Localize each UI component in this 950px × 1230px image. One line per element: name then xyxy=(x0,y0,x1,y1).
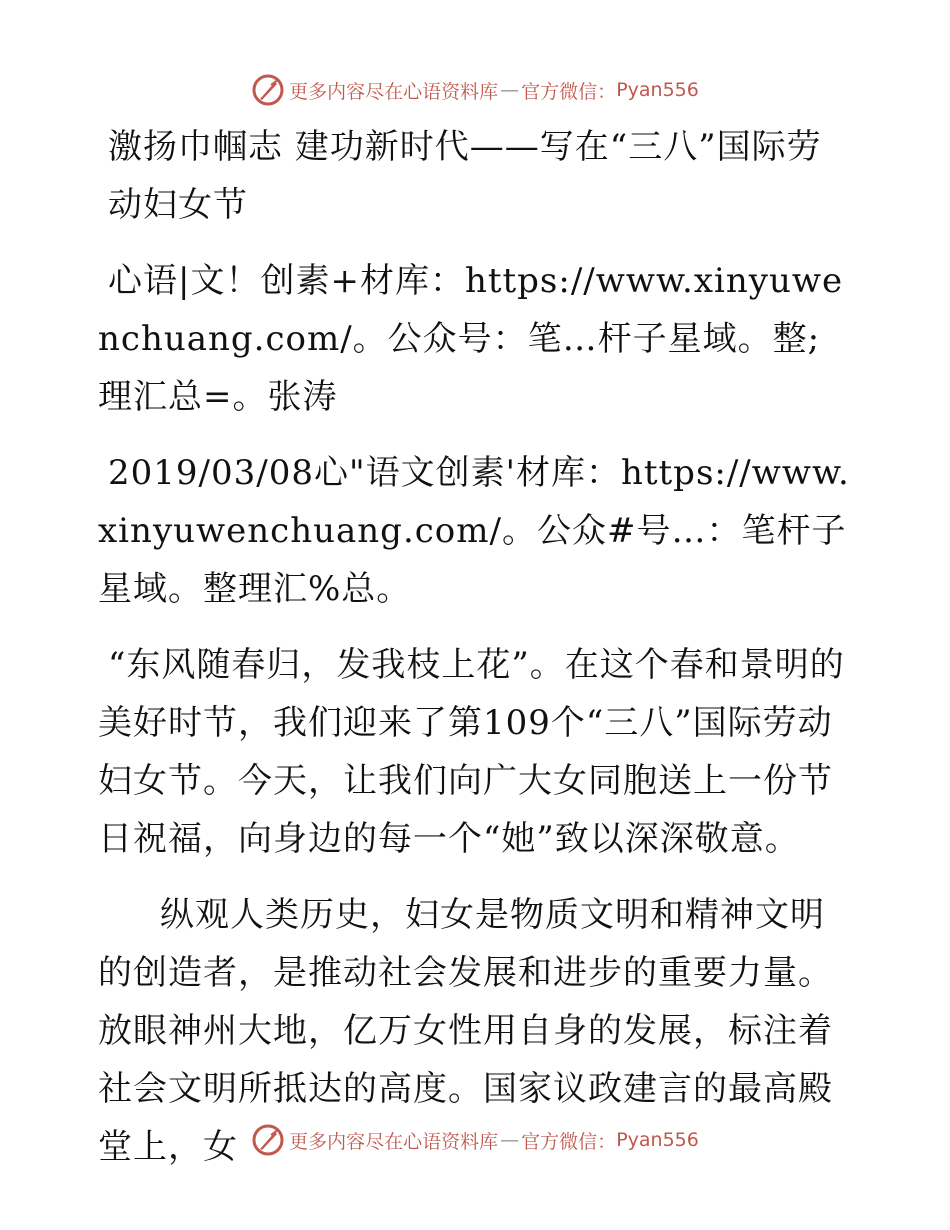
watermark-dash: — xyxy=(500,1129,520,1151)
watermark-wechat-id: Pyan556 xyxy=(616,1129,699,1151)
paragraph-1: “东风随春归，发我枝上花”。在这个春和景明的美好时节，我们迎来了第109个“三八”国际劳动妇女节。今天，让我们向广大女同胞送上一份节日祝福，向身边的每一个“她”致以深深敬意。 xyxy=(98,645,845,859)
source-line: 心语|文！创素+材库：https://www.xinyuwenchuang.com/。公众号：笔…杆子星域。整;理汇总=。张涛 xyxy=(98,261,844,417)
paragraph-2: 纵观人类历史，妇女是物质文明和精神文明的创造者，是推动社会发展和进步的重要力量。放眼神州大地，亿万女性用自身的发展，标注着社会文明所抵达的高度。国家议政建言的最高殿堂上，女 xyxy=(98,895,833,1167)
watermark-dash: — xyxy=(500,79,520,101)
watermark-wechat-id: Pyan556 xyxy=(616,79,699,101)
feather-pen-logo-icon xyxy=(251,1123,285,1157)
watermark-main-text: 更多内容尽在心语资料库 xyxy=(289,1130,499,1153)
document-title: 激扬巾帼志 建功新时代——写在“三八”国际劳动妇女节 xyxy=(108,127,822,225)
watermark-main-text: 更多内容尽在心语资料库 xyxy=(289,80,499,103)
header-watermark xyxy=(0,70,950,110)
watermark-official-label: 官方微信： xyxy=(521,1130,617,1153)
feather-pen-logo-icon xyxy=(251,73,285,107)
footer-watermark xyxy=(0,1120,950,1160)
document-body xyxy=(98,118,854,1194)
date-line: 2019/03/08心"语文创素'材库：https://www.xinyuwenchuang.com/。公众#号…：笔杆子星域。整理汇%总。 xyxy=(98,453,850,609)
watermark-official-label: 官方微信： xyxy=(521,80,617,103)
